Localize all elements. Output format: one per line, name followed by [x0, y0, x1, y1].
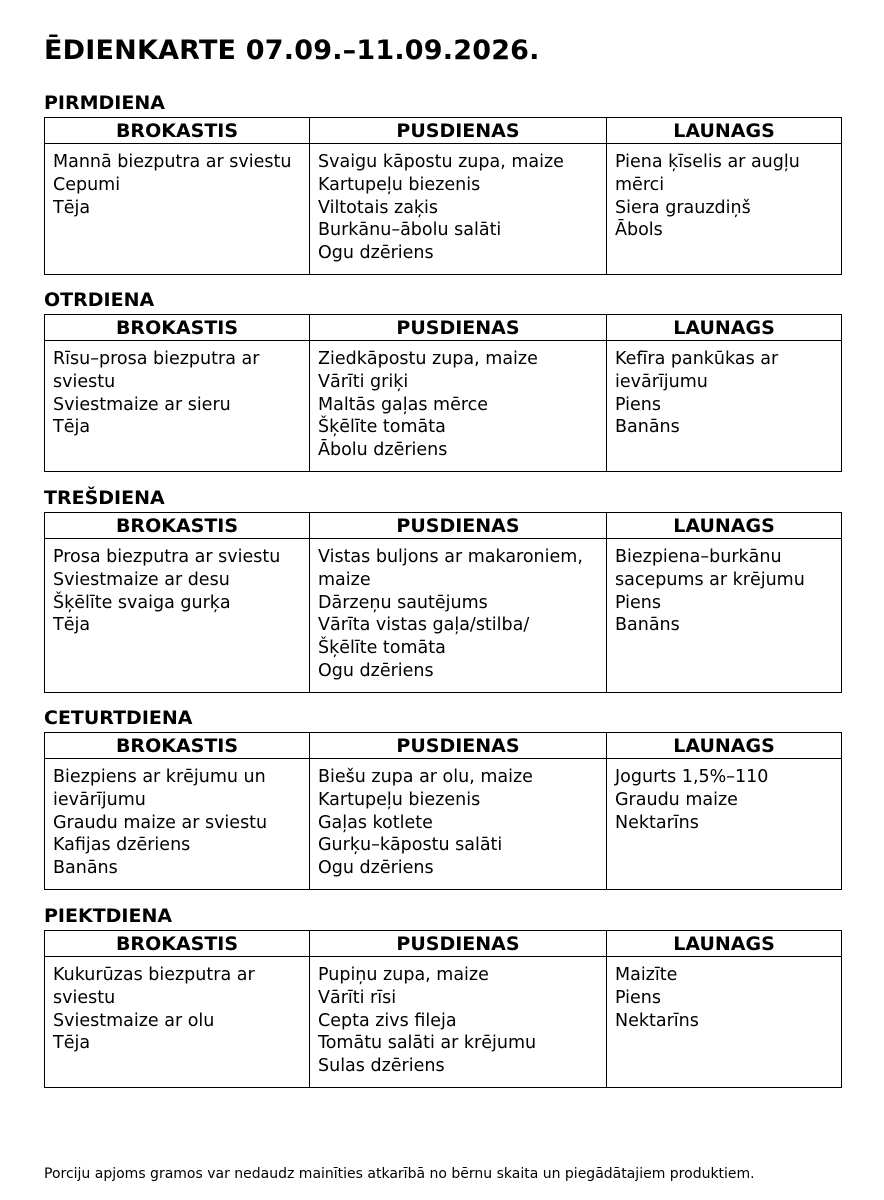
day-section-monday — [44, 91, 841, 275]
menu-item-line: Maltās gaļas mērce — [318, 394, 489, 415]
day-heading: PIEKTDIENA — [44, 905, 173, 927]
menu-item-line: Jogurts 1,5%–110 — [615, 767, 769, 787]
cell-breakfast — [45, 144, 310, 275]
menu-item-line: Burkānu–ābolu salāti — [318, 220, 502, 241]
day-heading: OTRDIENA — [44, 289, 155, 311]
menu-item-line: sviestu — [53, 371, 116, 392]
menu-item-line: Dārzeņu sautējums — [318, 592, 488, 613]
cell-snack — [607, 341, 842, 472]
column-header-breakfast: BROKASTIS — [45, 733, 310, 759]
day-section-tuesday — [44, 288, 841, 472]
menu-item-line: Cepumi — [53, 174, 121, 195]
table-row — [45, 341, 842, 472]
menu-item-line: Piens — [615, 592, 662, 613]
menu-item-line: Tēja — [53, 615, 91, 636]
menu-item-line: ievārījumu — [53, 789, 146, 810]
column-header-breakfast: BROKASTIS — [45, 118, 310, 144]
cell-breakfast — [45, 957, 310, 1088]
column-header-breakfast: BROKASTIS — [45, 315, 310, 341]
column-header-lunch: PUSDIENAS — [310, 118, 607, 144]
menu-item-line: Ābols — [615, 220, 663, 241]
menu-item-line: Prosa biezputra ar sviestu — [53, 547, 281, 567]
menu-item-line: sviestu — [53, 987, 116, 1008]
menu-item-line: Ogu dzēriens — [318, 243, 434, 264]
menu-item-line: Svaigu kāpostu zupa, maize — [318, 152, 564, 172]
menu-item-line: Siera grauzdiņš — [615, 197, 751, 218]
menu-table — [44, 314, 842, 472]
cell-snack — [607, 539, 842, 693]
menu-item-line: Banāns — [615, 417, 680, 438]
day-section-thursday — [44, 706, 841, 890]
menu-item-line: Gaļas kotlete — [318, 812, 433, 833]
cell-breakfast — [45, 759, 310, 890]
cell-lunch — [310, 539, 607, 693]
cell-snack — [607, 759, 842, 890]
column-header-breakfast: BROKASTIS — [45, 931, 310, 957]
menu-item-line: Kukurūzas biezputra ar — [53, 965, 255, 985]
menu-table — [44, 512, 842, 693]
menu-item-line: Šķēlīte tomāta — [318, 638, 446, 659]
menu-item-line: Tomātu salāti ar krējumu — [318, 1033, 537, 1054]
day-section-friday — [44, 904, 841, 1088]
cell-snack — [607, 957, 842, 1088]
menu-item-line: ievārījumu — [615, 371, 708, 392]
menu-item-line: Rīsu–prosa biezputra ar — [53, 349, 260, 369]
menu-table — [44, 117, 842, 275]
cell-lunch — [310, 957, 607, 1088]
menu-item-line: Graudu maize — [615, 789, 738, 810]
table-row — [45, 539, 842, 693]
cell-breakfast — [45, 341, 310, 472]
column-header-snack: LAUNAGS — [607, 315, 842, 341]
table-row — [45, 759, 842, 890]
menu-item-line: Ogu dzēriens — [318, 660, 434, 681]
menu-item-line: Biezpiena–burkānu — [615, 547, 782, 567]
table-header-row — [45, 931, 842, 957]
menu-item-line: Nektarīns — [615, 812, 699, 833]
menu-item-line: Piens — [615, 394, 662, 415]
menu-item-line: Tēja — [53, 197, 91, 218]
day-heading: TREŠDIENA — [44, 487, 165, 509]
column-header-snack: LAUNAGS — [607, 118, 842, 144]
column-header-lunch: PUSDIENAS — [310, 733, 607, 759]
menu-item-line: Graudu maize ar sviestu — [53, 812, 268, 833]
menu-item-line: Maizīte — [615, 965, 678, 985]
menu-table — [44, 930, 842, 1088]
menu-item-line: Kefīra pankūkas ar — [615, 349, 779, 369]
menu-item-line: Ziedkāpostu zupa, maize — [318, 349, 538, 369]
menu-item-line: Biešu zupa ar olu, maize — [318, 767, 533, 787]
column-header-lunch: PUSDIENAS — [310, 315, 607, 341]
menu-item-line: Sviestmaize ar desu — [53, 569, 230, 590]
menu-item-line: Tēja — [53, 1033, 91, 1054]
menu-item-line: Ābolu dzēriens — [318, 440, 448, 461]
menu-item-line: Piena ķīselis ar augļu — [615, 152, 800, 172]
menu-item-line: Tēja — [53, 417, 91, 438]
cell-breakfast — [45, 539, 310, 693]
day-heading: PIRMDIENA — [44, 92, 165, 114]
day-heading: CETURTDIENA — [44, 707, 193, 729]
menu-table — [44, 732, 842, 890]
column-header-breakfast: BROKASTIS — [45, 513, 310, 539]
menu-item-line: Viltotais zaķis — [318, 197, 439, 218]
cell-snack — [607, 144, 842, 275]
column-header-lunch: PUSDIENAS — [310, 513, 607, 539]
menu-item-line: Gurķu–kāpostu salāti — [318, 835, 503, 856]
menu-item-line: Vistas buljons ar makaroniem, — [318, 547, 583, 567]
menu-item-line: Kartupeļu biezenis — [318, 174, 481, 195]
table-header-row — [45, 315, 842, 341]
menu-item-line: Sviestmaize ar sieru — [53, 394, 231, 415]
menu-item-line: Banāns — [53, 858, 118, 879]
menu-item-line: Kartupeļu biezenis — [318, 789, 481, 810]
menu-item-line: Vārīta vistas gaļa/stilba/ — [318, 615, 530, 636]
menu-item-line: maize — [318, 569, 371, 590]
table-header-row — [45, 733, 842, 759]
menu-item-line: Biezpiens ar krējumu un — [53, 767, 266, 787]
page-title: ĒDIENKARTE 07.09.–11.09.2026. — [44, 35, 540, 66]
menu-item-line: Šķēlīte tomāta — [318, 417, 446, 438]
menu-item-line: Ogu dzēriens — [318, 858, 434, 879]
menu-item-line: Vārīti griķi — [318, 371, 409, 392]
table-header-row — [45, 118, 842, 144]
menu-item-line: sacepums ar krējumu — [615, 569, 805, 590]
column-header-snack: LAUNAGS — [607, 513, 842, 539]
column-header-snack: LAUNAGS — [607, 931, 842, 957]
column-header-snack: LAUNAGS — [607, 733, 842, 759]
table-row — [45, 144, 842, 275]
footnote: Porciju apjoms gramos var nedaudz mainīties atkarībā no bērnu skaita un piegādātajiem produktiem. — [44, 1166, 755, 1182]
menu-item-line: Cepta zivs fileja — [318, 1010, 457, 1031]
cell-lunch — [310, 759, 607, 890]
menu-item-line: Nektarīns — [615, 1010, 699, 1031]
menu-item-line: Pupiņu zupa, maize — [318, 965, 489, 985]
menu-item-line: Vārīti rīsi — [318, 987, 397, 1008]
menu-item-line: Kafijas dzēriens — [53, 835, 191, 856]
day-section-wednesday — [44, 486, 841, 693]
menu-item-line: mērci — [615, 174, 665, 195]
table-row — [45, 957, 842, 1088]
menu-item-line: Šķēlīte svaiga gurķa — [53, 592, 231, 613]
menu-item-line: Sulas dzēriens — [318, 1056, 445, 1077]
menu-item-line: Piens — [615, 987, 662, 1008]
cell-lunch — [310, 144, 607, 275]
menu-item-line: Mannā biezputra ar sviestu — [53, 152, 292, 172]
column-header-lunch: PUSDIENAS — [310, 931, 607, 957]
menu-item-line: Banāns — [615, 615, 680, 636]
menu-item-line: Sviestmaize ar olu — [53, 1010, 215, 1031]
cell-lunch — [310, 341, 607, 472]
table-header-row — [45, 513, 842, 539]
